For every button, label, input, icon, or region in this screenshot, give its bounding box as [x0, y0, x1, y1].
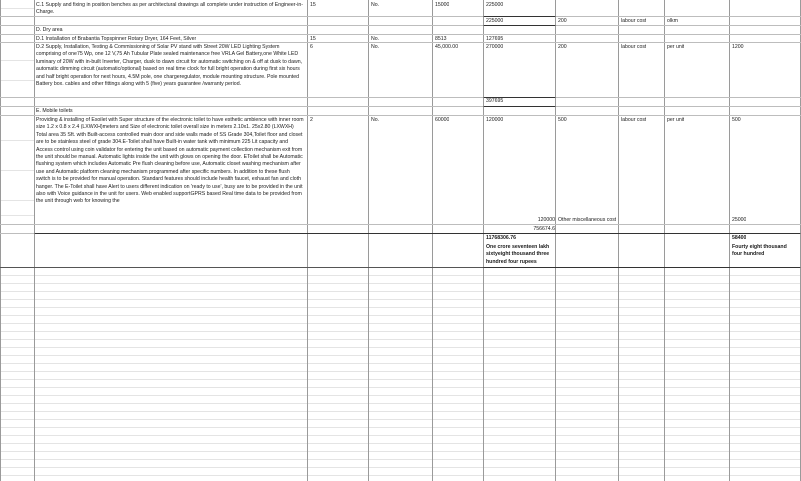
row-c1-unit[interactable]: No. [371, 2, 380, 8]
row-d2-extra[interactable]: 1200 [732, 44, 744, 50]
row-d1-quantity[interactable]: 15 [310, 36, 316, 42]
grand-total-amount[interactable]: 11768306.76 [486, 235, 517, 241]
misc-extra[interactable]: 25000 [732, 217, 747, 223]
row-e1-labour[interactable]: 500 [558, 117, 567, 123]
row-e1-basis[interactable]: per unit [667, 117, 685, 123]
misc-amount[interactable]: 120000 [537, 217, 555, 223]
row-e1-amount[interactable]: 120000 [486, 117, 504, 123]
c1-subtotal-amount[interactable]: 225000 [486, 18, 504, 24]
row-e1-unit[interactable]: No. [371, 117, 380, 123]
row-c1-description[interactable]: C.1 Supply and fixing in position benches as per architectural drawings all complete under instruction of Engineer-in-Charge. [36, 2, 304, 16]
c1-subtotal-basis[interactable]: olkm [667, 18, 678, 24]
c1-subtotal-type[interactable]: labour cost [621, 18, 647, 24]
row-e1-quantity[interactable]: 2 [310, 117, 313, 123]
row-d2-unit[interactable]: No. [371, 44, 380, 50]
grand-total-words[interactable]: One crore seventeen lakh sixtyeight thousand three hundred four rupees [486, 244, 550, 265]
row-d2-type[interactable]: labour cost [621, 44, 647, 50]
row-d2-rate[interactable]: 45,000.00 [435, 44, 459, 50]
row-d1-amount[interactable]: 127695 [486, 36, 504, 42]
row-e1-extra[interactable]: 500 [732, 117, 741, 123]
row-c1-amount[interactable]: 225000 [486, 2, 504, 8]
row-c1-rate[interactable]: 15000 [435, 2, 450, 8]
d-subtotal-amount[interactable]: 397695 [486, 98, 504, 104]
row-d2-amount[interactable]: 270000 [486, 44, 504, 50]
row-d2-quantity[interactable]: 6 [310, 44, 313, 50]
row-d2-description[interactable]: D.2 Supply, Installation, Testing & Commissioning of Solar PV stand with Street 20W LED Lighting System comprising of one75 Wp, one 12 V,75 Ah Tubular Plate sealed maintenance free VRLA Gel Battery,one White LED luminary of 20W with in-built Inverter, Charger, dusk to dawn circuit for automatic switching on & off at dusk to dawn, automatic dimming circuit (automatic/optional) based on real time clock for full bright operation during first six hours and half bright operation for next hours, 4.5M pole, one chargeregulator, module mounting structure. Pole mounted Battery box. cables and other fittings along with 5 (five) years guarantee /warranty period. [36, 44, 303, 88]
row-d1-rate[interactable]: 8513 [435, 36, 447, 42]
row-d2-basis[interactable]: per unit [667, 44, 685, 50]
grand-extra-words[interactable]: Fourty eight thousand four hundred [732, 244, 787, 258]
row-d1-description[interactable]: D.1 Installation of Brabantia Topspinner Rotary Dryer, 164 Feet, Silver [36, 36, 197, 42]
misc-label[interactable]: Other miscellaneous cost [558, 217, 617, 223]
misc-total[interactable]: 756674.6 [533, 226, 555, 232]
section-e-heading[interactable]: E. Mobile toilets [36, 108, 73, 114]
row-e1-rate[interactable]: 60000 [435, 117, 450, 123]
row-c1-quantity[interactable]: 15 [310, 2, 316, 8]
section-d-heading[interactable]: D. Dry area [36, 27, 63, 33]
row-e1-type[interactable]: labour cost [621, 117, 647, 123]
row-e1-description[interactable]: Providing & installing of Esoilet with Super structure of the electronic toilet to have esthetic ambience with inner room size 1.2 x 0.8 x 2.4 (LXWXH)meters and Size of electronic toilet overall size in meters 2.10x1. 25x2.80 (LXWXH) Total area 35 Sft. with Built-access controlled main door and side walls made of SS Grade 304,Toilet floor and closet are to be stainless steel of grade 304.E-Toilet shall have Built-in water tank with minimum 225 Lit capacity and Access control using coin validator for entering the unit based on automatic payment collection mechanism exit from the unit should be manual. Automatic lights inside the unit with glows on opening the door. EToilet shall be Automatic flushing system which includes Automatic Pre flush cleaning before use, Automatic closet washing mechanism after use and Automatic platform cleaning mechanism programmed after specific numbers. In addition to these flush switch is to be provided for manual operation. Standard features should include health faucet, exhaust fan and cloth hanger. The E-Toilet shall have Alert to users different indication on 'ready to use', busy are to be provided in the unit also with Voice guidance in the unit for users. Web enabled supportGPRS based Real time data to be provided from the unit through web for knowing the [36, 117, 304, 205]
row-d1-unit[interactable]: No. [371, 36, 380, 42]
grand-extra-amount[interactable]: 58400 [732, 235, 747, 241]
row-d2-labour[interactable]: 200 [558, 44, 567, 50]
c1-subtotal-labour[interactable]: 200 [558, 18, 567, 24]
